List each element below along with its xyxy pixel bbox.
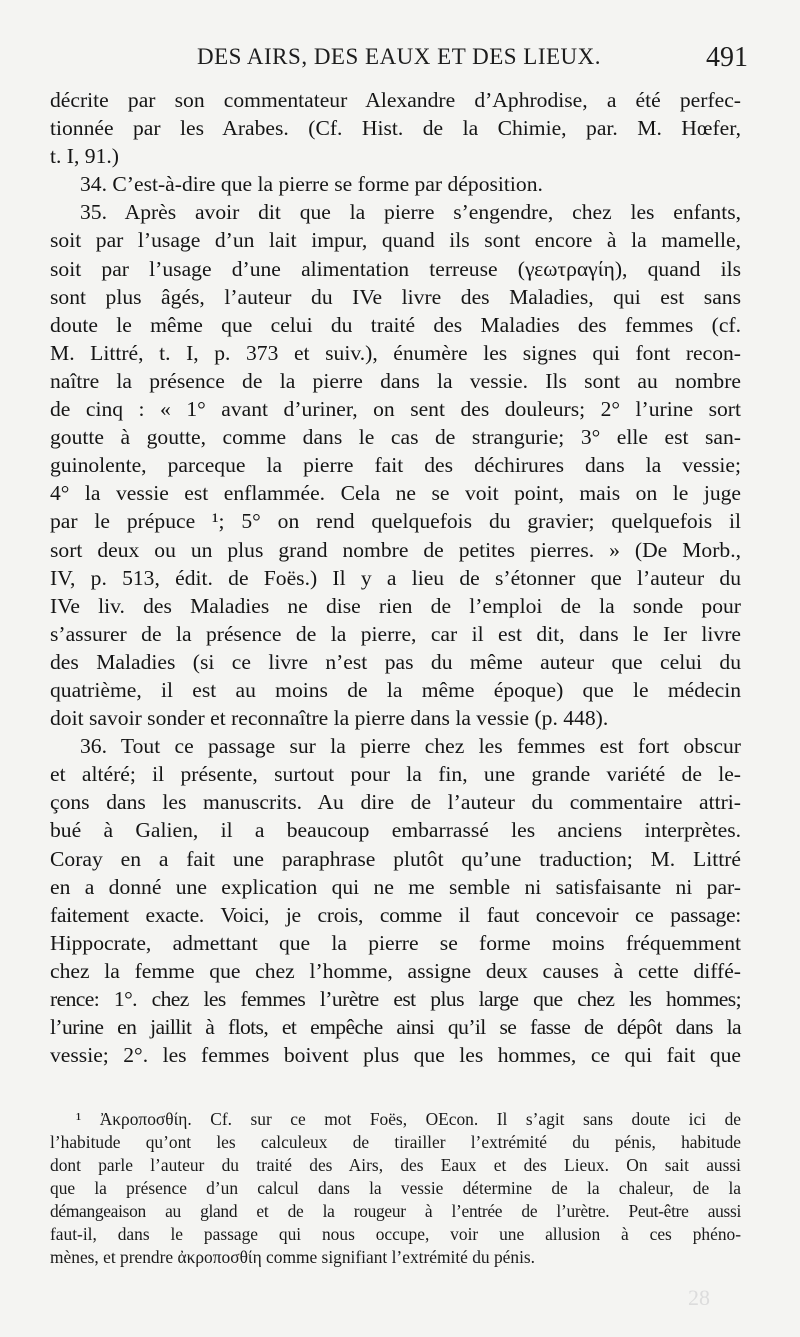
signature-mark: 28: [688, 1285, 710, 1310]
body-line: chez la femme que chez l’homme, assigne deux causes à cette diffé-: [50, 958, 741, 983]
body-line: par le prépuce ¹; 5° on rend quelquefois du gravier; quelquefois il: [50, 509, 741, 534]
body-line: çons dans les manuscrits. Au dire de l’auteur du commentaire attri-: [50, 790, 741, 815]
body-line: doute le même que celui du traité des Maladies des femmes (cf.: [50, 312, 741, 337]
body-line: Coray en a fait une paraphrase plutôt qu’une traduction; M. Littré: [50, 846, 741, 871]
page-number: 491: [706, 42, 748, 73]
body-line: de cinq : « 1° avant d’uriner, on sent des douleurs; 2° l’urine sort: [50, 397, 741, 422]
footnote-line: démangeaison au gland et de la rougeur à l’entrée de l’urètre. Peut-être aussi: [50, 1201, 741, 1221]
body-line: naître la présence de la pierre dans la vessie. Ils sont au nombre: [50, 368, 741, 393]
body-line: sont plus âgés, l’auteur du IVe livre des Maladies, qui est sans: [50, 284, 741, 309]
body-line: tionnée par les Arabes. (Cf. Hist. de la Chimie, par. M. Hœfer,: [50, 116, 741, 141]
body-line: 34. C’est-à-dire que la pierre se forme par déposition.: [80, 172, 543, 197]
body-text: [50, 86, 741, 1069]
running-title: DES AIRS, DES EAUX ET DES LIEUX.: [196, 44, 602, 69]
page-header: [50, 44, 748, 84]
footnote-line: faut-il, dans le passage qui nous occupe, voir une allusion à ces phéno-: [50, 1224, 741, 1244]
footnote: [50, 1108, 741, 1269]
body-line: Hippocrate, admettant que la pierre se forme moins fréquemment: [50, 930, 741, 955]
footnote-line: que la présence d’un calcul dans la vessie détermine de la chaleur, de la: [50, 1178, 741, 1198]
body-line: rence: 1°. chez les femmes l’urètre est plus large que chez les hommes;: [50, 987, 741, 1011]
body-line: en a donné une explication qui ne me semble ni satisfaisante ni par-: [50, 874, 741, 899]
body-line: IV, p. 513, édit. de Foës.) Il y a lieu de s’étonner que l’auteur du: [50, 565, 741, 590]
body-line: doit savoir sonder et reconnaître la pierre dans la vessie (p. 448).: [50, 706, 609, 731]
body-line: t. I, 91.): [50, 144, 119, 169]
body-line: soit par l’usage d’une alimentation terreuse (γεωτραγίη), quand ils: [50, 256, 741, 281]
body-line: l’urine en jaillit à flots, et empêche ainsi qu’il se fasse de dépôt dans la: [50, 1015, 741, 1040]
body-line: quatrième, il est au moins de la même époque) que le médecin: [50, 677, 741, 702]
footnote-line: mènes, et prendre ἀκροποσθίη comme signifiant l’extrémité du pénis.: [50, 1247, 536, 1267]
body-line: bué à Galien, il a beaucoup embarrassé les anciens interprètes.: [50, 818, 741, 843]
body-line: guinolente, parceque la pierre fait des déchirures dans la vessie;: [50, 453, 741, 478]
body-line: et altéré; il présente, surtout pour la fin, une grande variété de le-: [50, 762, 741, 787]
body-line: IVe liv. des Maladies ne dise rien de l’emploi de la sonde pour: [50, 593, 741, 618]
body-line: faitement exacte. Voici, je crois, comme il faut concevoir ce passage:: [50, 902, 741, 927]
body-line: 4° la vessie est enflammée. Cela ne se voit point, mais on le juge: [50, 481, 741, 506]
footnote-line: dont parle l’auteur du traité des Airs, des Eaux et des Lieux. On sait aussi: [50, 1155, 741, 1175]
body-line: s’assurer de la présence de la pierre, car il est dit, dans le Ier livre: [50, 621, 741, 646]
body-line: des Maladies (si ce livre n’est pas du même auteur que celui du: [50, 649, 741, 674]
body-line: soit par l’usage d’un lait impur, quand ils sont encore à la mamelle,: [50, 228, 741, 253]
footnote-line: ¹ Ἀκροποσθίη. Cf. sur ce mot Foës, OEcon. Il s’agit sans doute ici de: [76, 1109, 741, 1129]
body-line: 36. Tout ce passage sur la pierre chez les femmes est fort obscur: [80, 734, 741, 759]
body-line: 35. Après avoir dit que la pierre s’engendre, chez les enfants,: [80, 200, 741, 225]
body-line: goutte à goutte, comme dans le cas de strangurie; 3° elle est san-: [50, 425, 741, 450]
body-line: décrite par son commentateur Alexandre d’Aphrodise, a été perfec-: [50, 88, 741, 112]
body-line: sort deux ou un plus grand nombre de petites pierres. » (De Morb.,: [50, 537, 741, 562]
body-line: M. Littré, t. I, p. 373 et suiv.), énumère les signes qui font recon-: [50, 340, 741, 365]
footnote-line: l’habitude qu’ont les calculeux de tirailler l’extrémité du pénis, habitude: [50, 1132, 741, 1152]
body-line: vessie; 2°. les femmes boivent plus que les hommes, ce qui fait que: [50, 1043, 741, 1068]
